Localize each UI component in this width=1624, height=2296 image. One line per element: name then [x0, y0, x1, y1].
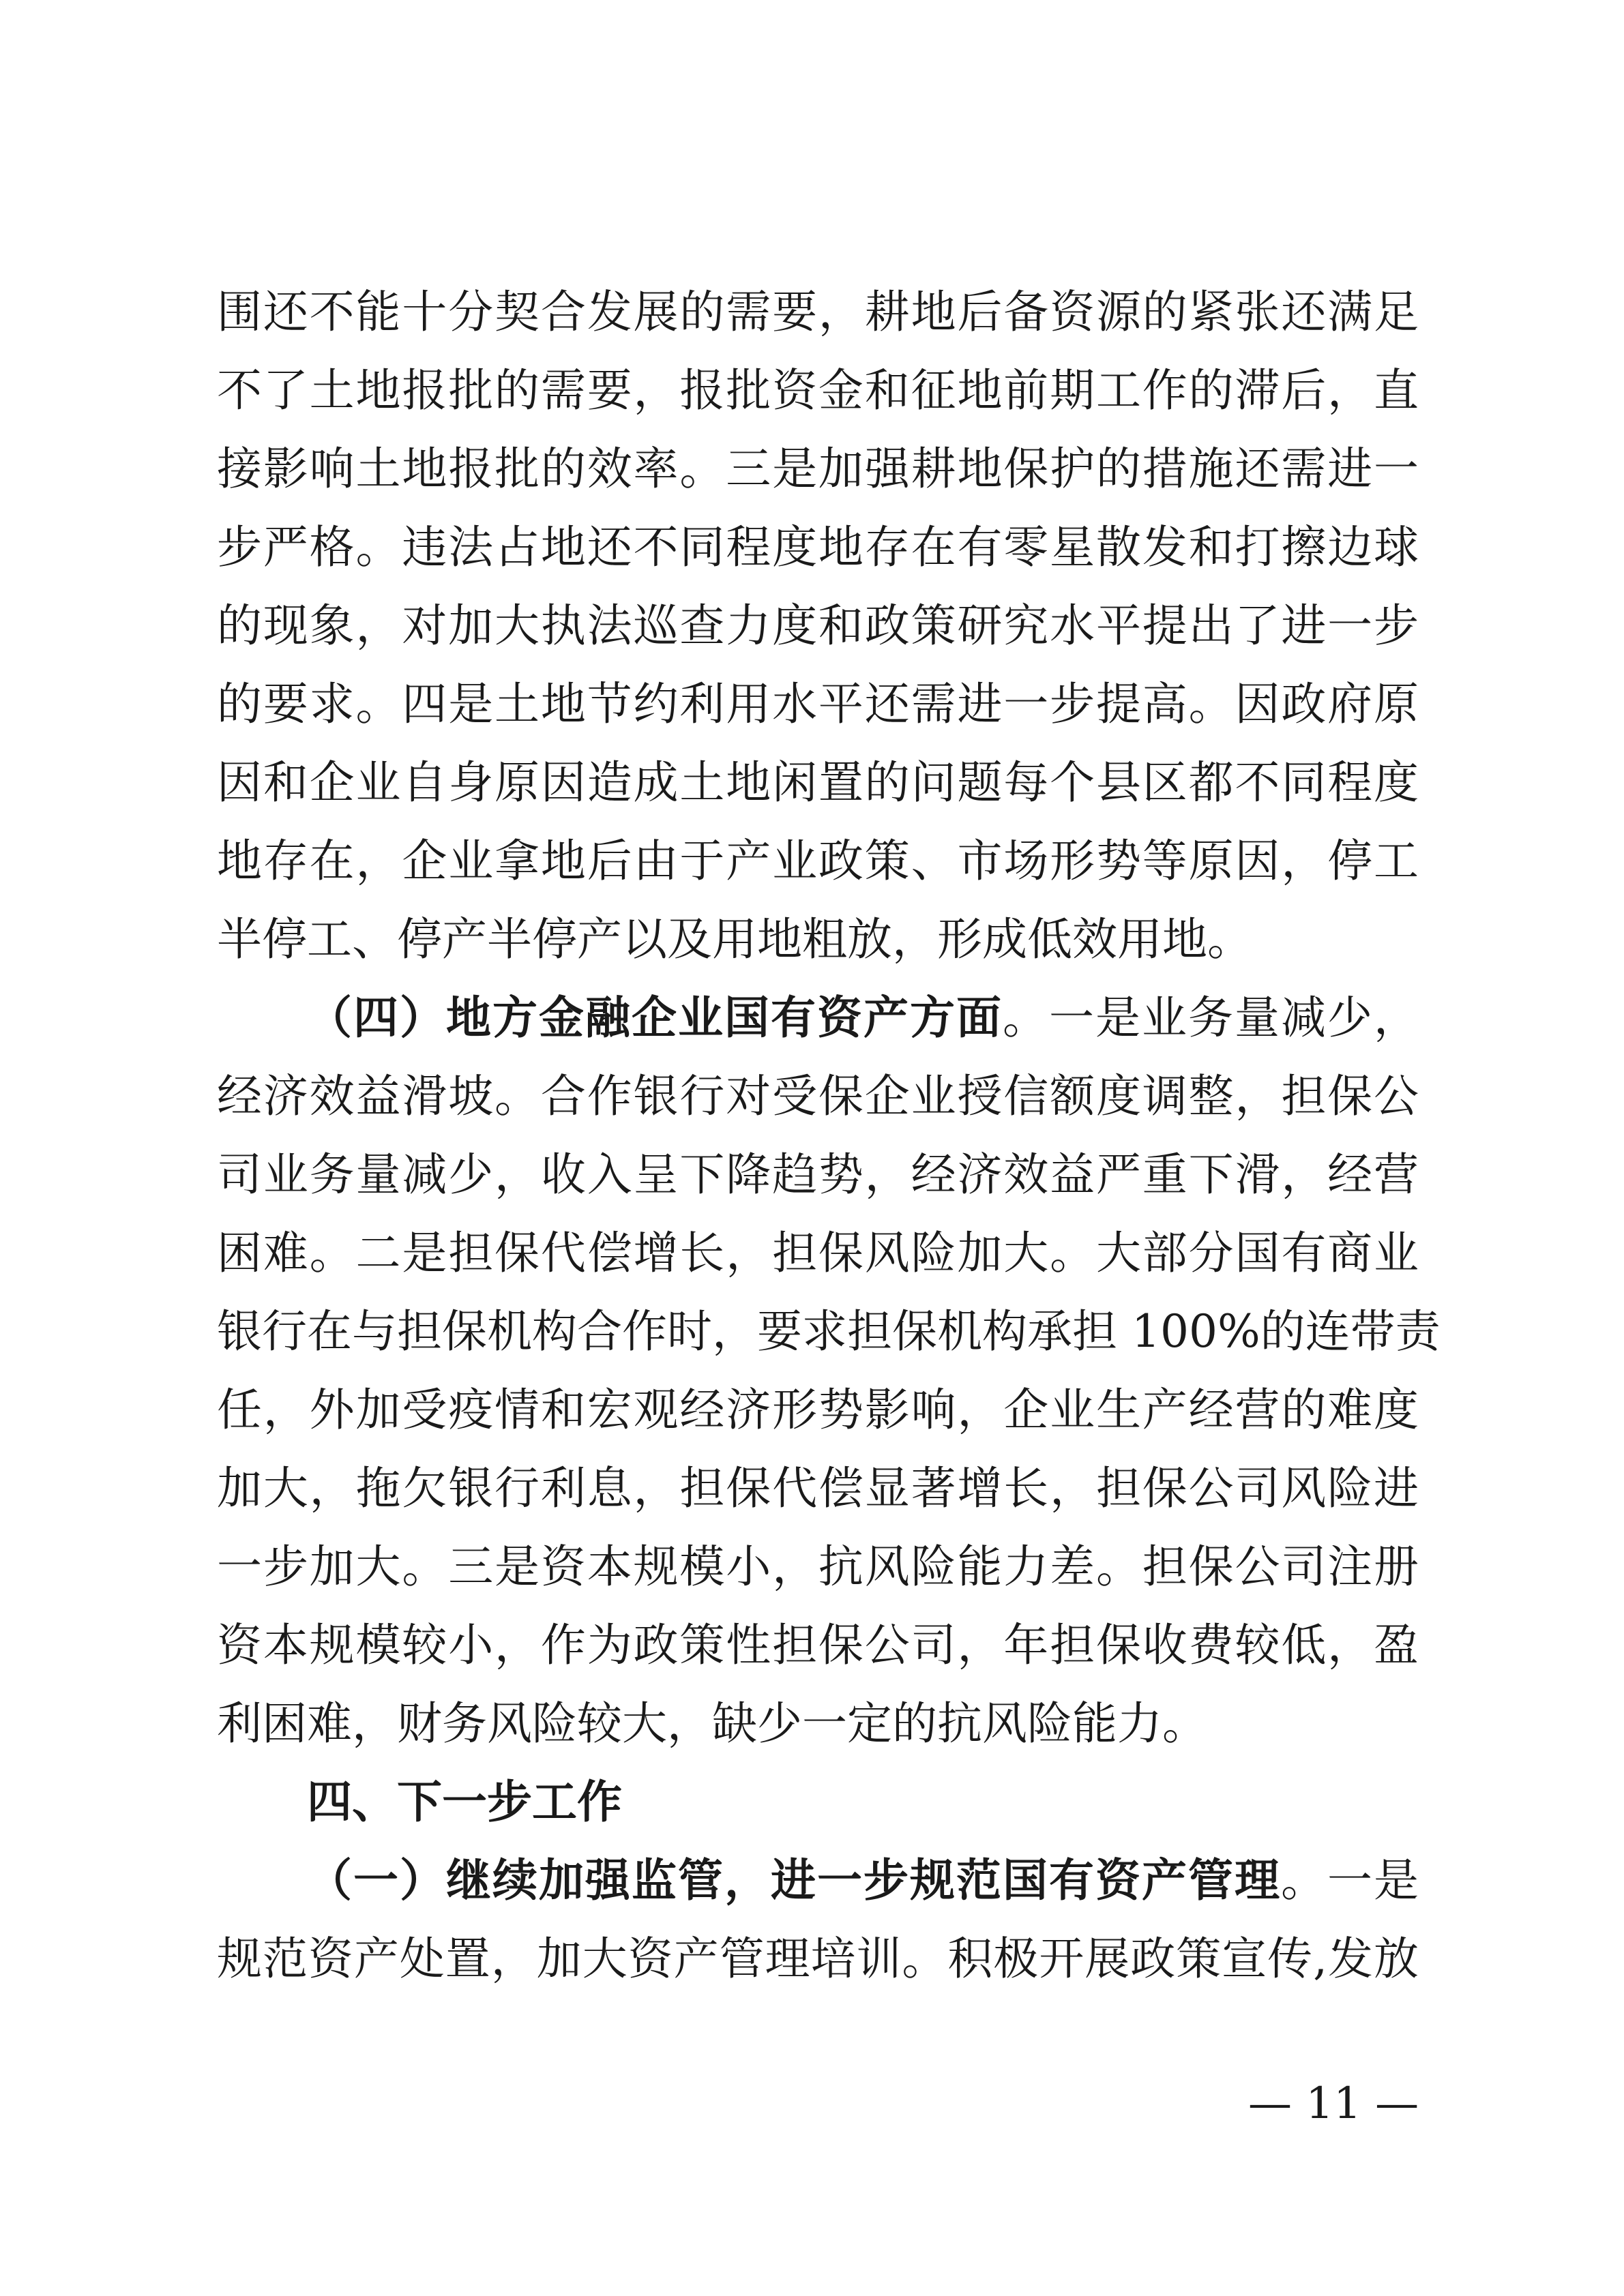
subsection-title: （四）地方金融企业国有资产方面: [307, 991, 1003, 1044]
page-number: — 11 —: [1248, 2078, 1419, 2129]
paragraph-line: 任，外加受疫情和宏观经济形势影响，企业生产经营的难度: [217, 1384, 1419, 1436]
paragraph-line: 利困难，财务风险较大，缺少一定的抗风险能力。: [217, 1697, 1207, 1750]
paragraph-line: 因和企业自身原因造成土地闲置的问题每个县区都不同程度: [217, 756, 1419, 809]
paragraph-line: 司业务量减少，收入呈下降趋势，经济效益严重下滑，经营: [217, 1148, 1419, 1201]
paragraph-line: 地存在，企业拿地后由于产业政策、市场形势等原因，停工: [217, 835, 1419, 887]
paragraph-line: 接影响土地报批的效率。三是加强耕地保护的措施还需进一: [217, 443, 1419, 495]
body-text: [217, 273, 1441, 1998]
section-heading: 四、下一步工作: [307, 1776, 622, 1828]
subsection-title: （一）继续加强监管，进一步规范国有资产管理: [307, 1853, 1281, 1907]
paragraph-line: 加大，拖欠银行利息，担保代偿显著增长，担保公司风险进: [217, 1462, 1419, 1515]
paragraph-line: 经济效益滑坡。合作银行对受保企业授信额度调整，担保公: [217, 1070, 1419, 1122]
paragraph-line: 围还不能十分契合发展的需要，耕地后备资源的紧张还满足: [217, 286, 1419, 338]
paragraph-line: 半停工、停产半停产以及用地粗放，形成低效用地。: [217, 913, 1252, 966]
paragraph-line: 规范资产处置，加大资产管理培训。积极开展政策宣传,发放: [217, 1933, 1419, 1985]
paragraph-line: 困难。二是担保代偿增长，担保风险加大。大部分国有商业: [217, 1227, 1419, 1279]
paragraph-line: 的现象，对加大执法巡查力度和政策研究水平提出了进一步: [217, 599, 1419, 652]
paragraph-line: 一步加大。三是资本规模小，抗风险能力差。担保公司注册: [217, 1540, 1419, 1593]
paragraph-first-line: [217, 979, 1419, 1057]
paragraph-line: 不了土地报批的需要，报批资金和征地前期工作的滞后，直: [217, 364, 1419, 417]
paragraph-text: 。一是: [1281, 1854, 1419, 1907]
paragraph-text: 。一是业务量减少，: [1003, 992, 1419, 1044]
paragraph-line: 银行在与担保机构合作时，要求担保机构承担 100%的连带责: [217, 1305, 1441, 1358]
paragraph-line: 的要求。四是土地节约利用水平还需进一步提高。因政府原: [217, 678, 1419, 730]
paragraph-first-line: [217, 1841, 1419, 1920]
paragraph-line: 资本规模较小，作为政策性担保公司，年担保收费较低，盈: [217, 1619, 1419, 1671]
paragraph-line: 步严格。违法占地还不同程度地存在有零星散发和打擦边球: [217, 521, 1419, 573]
